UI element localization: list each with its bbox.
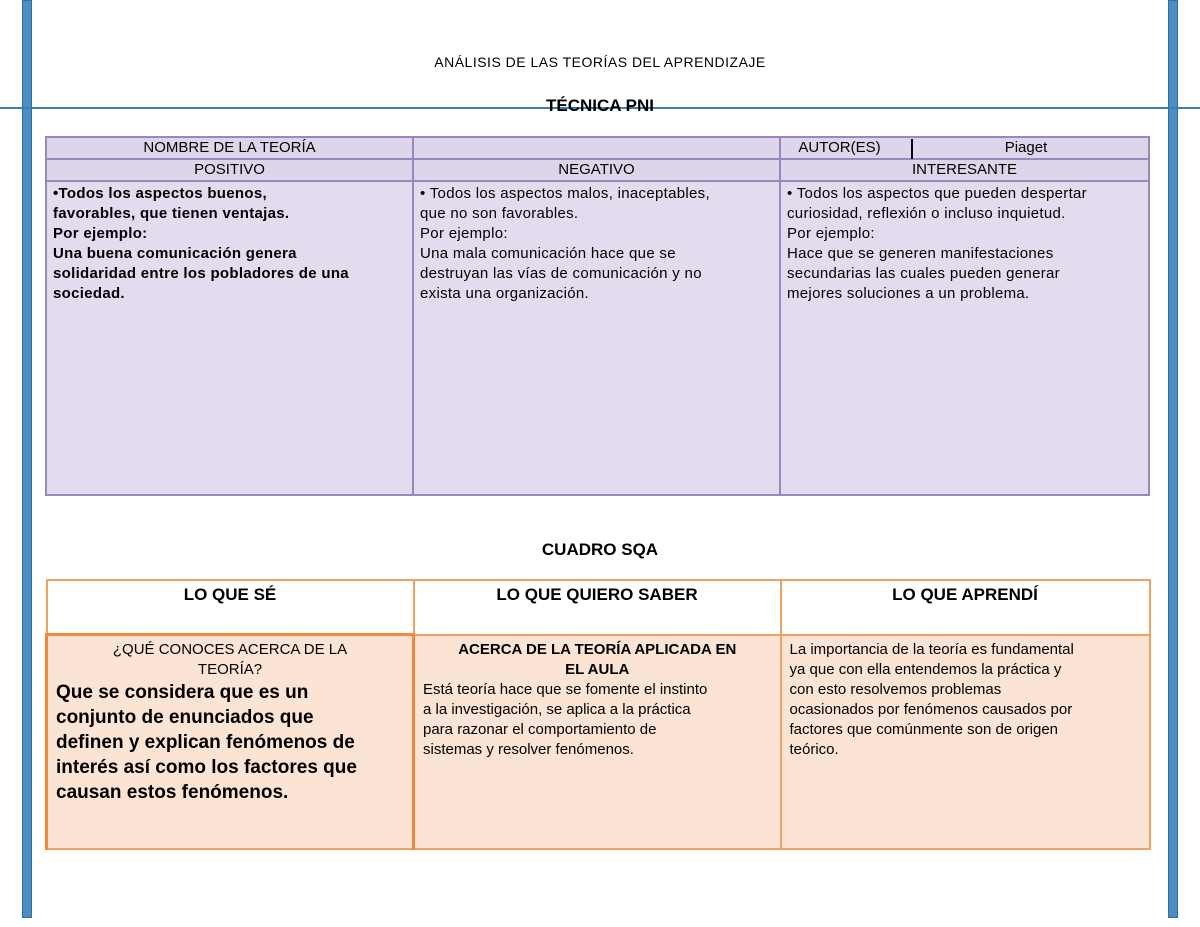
- interesting-line: • Todos los aspectos que pueden despertar: [787, 185, 1087, 202]
- interesting-header: INTERESANTE: [780, 159, 1149, 181]
- interesting-line: Por ejemplo:: [787, 225, 875, 242]
- know-answer-line: interés así como los factores que: [56, 757, 357, 778]
- negative-line: • Todos los aspectos malos, inaceptables,: [420, 185, 710, 202]
- know-answer-line: Que se considera que es un: [56, 682, 309, 703]
- right-page-border: [1168, 0, 1178, 918]
- know-question-line: ¿QUÉ CONOCES ACERCA DE LA: [112, 641, 348, 658]
- theory-name-value[interactable]: [413, 137, 780, 159]
- know-answer-line: conjunto de enunciados que: [56, 707, 314, 728]
- know-header: LO QUE SÉ: [47, 580, 414, 635]
- author-value[interactable]: Piaget: [1004, 139, 1048, 156]
- pni-body-row: [46, 181, 1149, 495]
- pni-heading: TÉCNICA PNI: [546, 96, 654, 115]
- learned-line: con esto resolvemos problemas: [789, 680, 1002, 698]
- interesting-cell: [780, 181, 1149, 495]
- left-page-border: [22, 0, 32, 918]
- negative-line: destruyan las vías de comunicación y no: [420, 265, 702, 282]
- negative-line: que no son favorables.: [420, 205, 579, 222]
- know-answer-line: definen y explican fenómenos de: [56, 732, 355, 753]
- interesting-line: secundarias las cuales pueden generar: [787, 265, 1060, 282]
- know-answer-line: causan estos fenómenos.: [56, 782, 289, 803]
- sqa-heading: CUADRO SQA: [541, 540, 659, 559]
- want-question-line: EL AULA: [565, 660, 630, 678]
- negative-line: Una mala comunicación hace que se: [420, 245, 676, 262]
- positive-cell: [46, 181, 413, 495]
- want-to-know-cell: [414, 635, 781, 850]
- want-to-know-header: LO QUE QUIERO SABER: [414, 580, 781, 635]
- learned-line: ya que con ella entendemos la práctica y: [789, 660, 1062, 678]
- positive-header: POSITIVO: [46, 159, 413, 181]
- learned-line: teórico.: [789, 740, 839, 758]
- positive-line: sociedad.: [53, 285, 125, 302]
- negative-cell: [413, 181, 780, 495]
- positive-line: •Todos los aspectos buenos,: [53, 185, 267, 202]
- learned-line: ocasionados por fenómenos causados por: [789, 700, 1073, 718]
- pni-column-header-row: [46, 159, 1149, 181]
- interesting-line: curiosidad, reflexión o incluso inquietud.: [787, 205, 1066, 222]
- negative-header: NEGATIVO: [413, 159, 780, 181]
- document-title: ANÁLISIS DE LAS TEORÍAS DEL APRENDIZAJE: [434, 54, 766, 70]
- pni-table: [45, 136, 1150, 496]
- learned-line: La importancia de la teoría es fundamental: [789, 640, 1074, 658]
- pni-theory-row: [46, 137, 1149, 159]
- learned-cell: [781, 635, 1150, 850]
- theory-name-label: NOMBRE DE LA TEORÍA: [46, 137, 413, 159]
- learned-line: factores que comúnmente son de origen: [789, 720, 1058, 738]
- negative-line: exista una organización.: [420, 285, 589, 302]
- sqa-table: [45, 579, 1151, 850]
- know-question-line: TEORÍA?: [197, 661, 263, 678]
- positive-line: Por ejemplo:: [53, 225, 148, 242]
- know-cell: [47, 635, 414, 850]
- author-separator: [911, 139, 913, 159]
- interesting-line: Hace que se generen manifestaciones: [787, 245, 1054, 262]
- positive-line: favorables, que tienen ventajas.: [53, 205, 290, 222]
- want-answer-line: para razonar el comportamiento de: [423, 720, 657, 738]
- positive-line: Una buena comunicación genera: [53, 245, 297, 262]
- want-question-line: ACERCA DE LA TEORÍA APLICADA EN: [458, 640, 737, 658]
- positive-line: solidaridad entre los pobladores de una: [53, 265, 349, 282]
- negative-line: Por ejemplo:: [420, 225, 508, 242]
- interesting-line: mejores soluciones a un problema.: [787, 285, 1030, 302]
- want-answer-line: a la investigación, se aplica a la práctica: [423, 700, 691, 718]
- want-answer-line: Está teoría hace que se fomente el instinto: [423, 680, 708, 698]
- sqa-header-row: [47, 580, 1150, 635]
- learned-header: LO QUE APRENDÍ: [781, 580, 1150, 635]
- author-label: AUTOR(ES): [798, 139, 881, 156]
- author-cell: [780, 137, 1149, 159]
- want-answer-line: sistemas y resolver fenómenos.: [423, 740, 634, 758]
- sqa-body-row: [47, 635, 1150, 850]
